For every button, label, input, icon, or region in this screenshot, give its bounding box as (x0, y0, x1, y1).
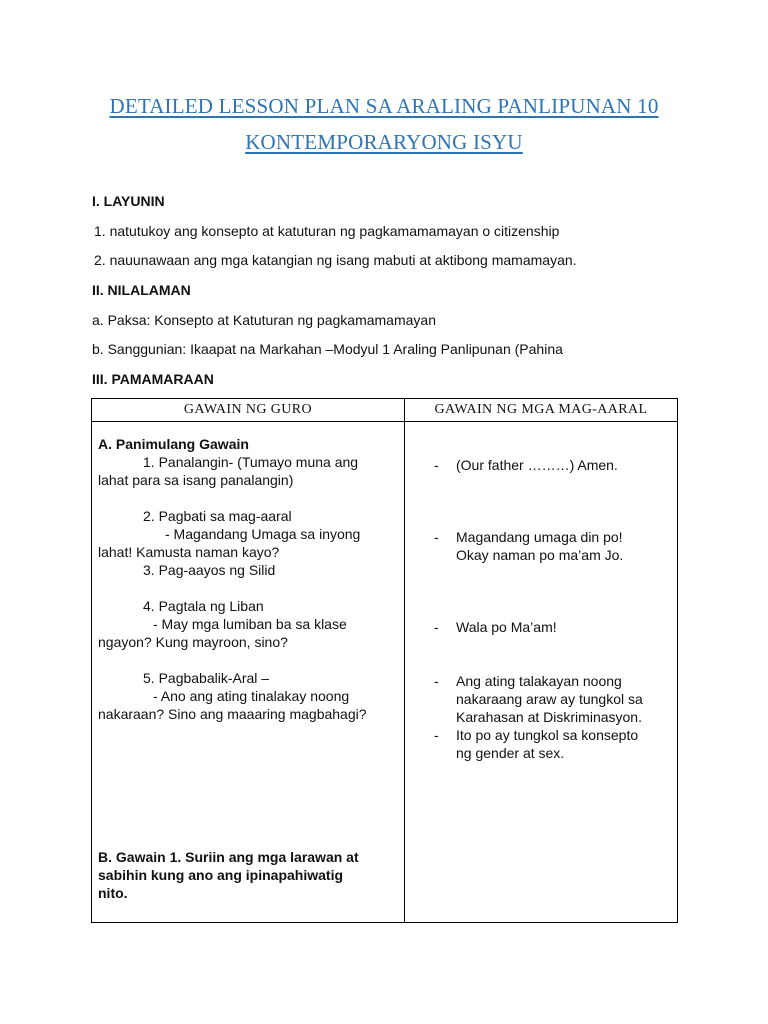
guro-pagbabalik-question: - Ano ang ating tinalakay noong (153, 688, 350, 704)
response-balik-aral-cont: nakaraang araw ay tungkol sa (456, 691, 643, 707)
layunin-item-2: 2. nauunawaan ang mga katangian ng isang mabuti at aktibong mamamayan. (94, 252, 577, 268)
document-title: DETAILED LESSON PLAN SA ARALING PANLIPUNAN 10 (109, 94, 659, 118)
guro-pagtala-question-cont: ngayon? Kung mayroon, sino? (98, 634, 288, 650)
nilalaman-heading: II. NILALAMAN (92, 282, 191, 298)
gawain-b-heading-end: nito. (98, 885, 128, 901)
layunin-heading: I. LAYUNIN (92, 193, 165, 209)
response-pagbati: Magandang umaga din po! (456, 529, 623, 545)
guro-pagbabalik-question-cont: nakaraan? Sino ang maaaring magbahagi? (98, 706, 367, 722)
guro-panalangin: 1. Panalangin- (Tumayo muna ang (143, 454, 359, 470)
response-liban: Wala po Ma’am! (456, 619, 557, 635)
magaaral-cell (405, 422, 678, 923)
guro-cell (92, 422, 405, 923)
table-row (92, 422, 678, 923)
response-konsepto: Ito po ay tungkol sa konsepto (456, 727, 639, 743)
gawain-b-heading: B. Gawain 1. Suriin ang mga larawan at (98, 849, 359, 865)
response-bullet: - (434, 727, 439, 743)
lesson-table (91, 398, 678, 923)
section-a-heading: A. Panimulang Gawain (98, 436, 249, 452)
table-header-row (92, 399, 678, 422)
gawain-b-heading-cont: sabihin kung ano ang ipinapahiwatig (98, 867, 344, 883)
guro-panalangin-cont: lahat para sa isang panalangin) (98, 472, 294, 488)
response-bullet: - (434, 457, 439, 473)
guro-pagbabalik: 5. Pagbabalik-Aral – (143, 670, 270, 686)
guro-pagtala: 4. Pagtala ng Liban (143, 598, 264, 614)
nilalaman-sanggunian: b. Sanggunian: Ikaapat na Markahan –Modyul 1 Araling Panlipunan (Pahina (92, 341, 563, 357)
response-bullet: - (434, 619, 439, 635)
response-bullet: - (434, 529, 439, 545)
response-bullet: - (434, 673, 439, 689)
guro-pagtala-question: - May mga lumiban ba sa klase (153, 616, 347, 632)
document-subtitle: KONTEMPORARYONG ISYU (245, 130, 523, 154)
header-gawain-magaaral: GAWAIN NG MGA MAG-AARAL (405, 399, 678, 422)
response-konsepto-cont: ng gender at sex. (456, 745, 565, 761)
response-balik-aral-end: Karahasan at Diskriminasyon. (456, 709, 642, 725)
nilalaman-paksa: a. Paksa: Konsepto at Katuturan ng pagkamamamayan (92, 312, 436, 328)
response-pagbati-cont: Okay naman po ma’am Jo. (456, 547, 624, 563)
layunin-item-1: 1. natutukoy ang konsepto at katuturan ng pagkamamamayan o citizenship (94, 223, 560, 239)
pamamaraan-heading: III. PAMAMARAAN (92, 371, 214, 387)
guro-pagbati: 2. Pagbati sa mag-aaral (143, 508, 292, 524)
guro-pagaayos: 3. Pag-aayos ng Silid (143, 562, 276, 578)
header-gawain-guro: GAWAIN NG GURO (92, 399, 405, 422)
guro-pagbati-greeting: - Magandang Umaga sa inyong (165, 526, 361, 542)
response-panalangin: (Our father ………) Amen. (456, 457, 618, 473)
guro-pagbati-greeting-cont: lahat! Kamusta naman kayo? (98, 544, 280, 560)
response-balik-aral: Ang ating talakayan noong (456, 673, 622, 689)
